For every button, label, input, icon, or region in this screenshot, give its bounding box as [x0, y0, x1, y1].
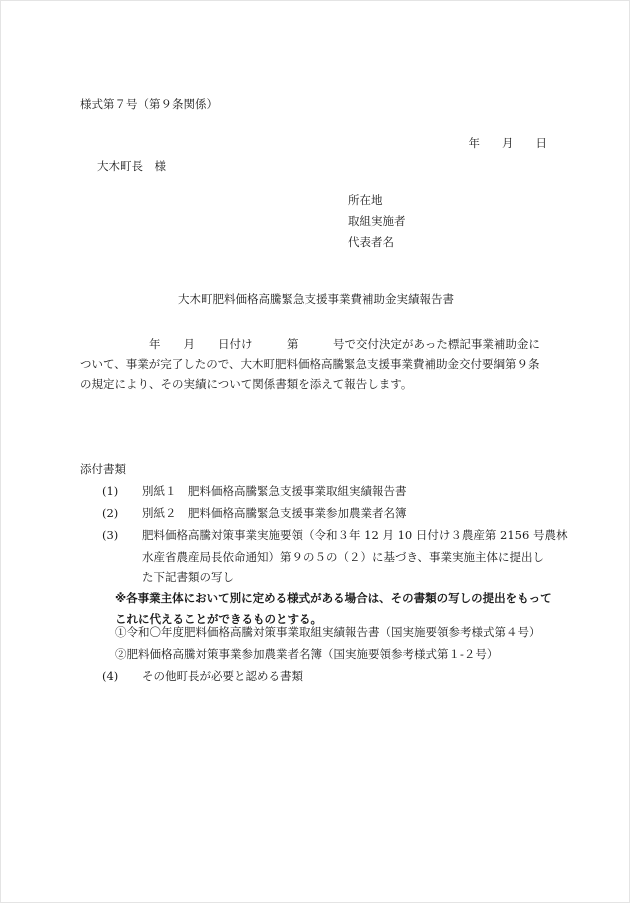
sender-representative: 代表者名 [348, 235, 394, 249]
item-number: (3) [102, 528, 119, 542]
item-text: 別紙１ 肥料価格高騰緊急支援事業取組実績報告書 [142, 484, 407, 498]
sub-item-2: ②肥料価格高騰対策事業参加農業者名簿（国実施要領参考様式第１-２号） [115, 647, 499, 661]
body-line: ついて、事業が完了したので、大木町肥料価格高騰緊急支援事業費補助金交付要綱第９条 [80, 357, 540, 371]
date-line [469, 138, 548, 150]
attachment-item-2 [80, 508, 407, 520]
attachment-item-3 [80, 530, 567, 542]
sender-implementer: 取組実施者 [348, 214, 406, 228]
body-line: の規定により、その実績について関係書類を添えて報告します。 [80, 377, 413, 391]
date-month: 月 [502, 136, 514, 150]
item-number: (2) [102, 506, 119, 520]
attachment-item-4 [80, 671, 303, 683]
form-number: 様式第７号（第９条関係） [80, 97, 218, 111]
item-text: その他町長が必要と認める書類 [142, 669, 303, 683]
attachment-item-3-continuation: 水産省農産局長依命通知）第９の５の（２）に基づき、事業実施主体に提出した下記書類の写し [142, 550, 545, 584]
date-year: 年 [468, 136, 480, 150]
date-day: 日 [535, 136, 547, 150]
addressee: 大木町長 様 [97, 159, 166, 173]
item-number: (1) [102, 484, 119, 498]
sender-address: 所在地 [348, 193, 383, 207]
attachment-item-1 [80, 486, 407, 498]
item-text: 別紙２ 肥料価格高騰緊急支援事業参加農業者名簿 [142, 506, 407, 520]
item-number: (4) [102, 669, 119, 683]
sub-item-1: ①令和〇年度肥料価格高騰対策事業取組実績報告書（国実施要領参考様式第４号） [115, 625, 541, 639]
attachments-heading: 添付書類 [80, 462, 126, 476]
body-paragraph [80, 334, 552, 394]
sender-block [348, 195, 406, 258]
item-text: 肥料価格高騰対策事業実施要領（令和３年 12 月 10 日付け３農産第 2156 号農林 [142, 528, 568, 542]
document-title: 大木町肥料価格高騰緊急支援事業費補助金実績報告書 [178, 292, 454, 306]
body-line: 年 月 日付け 第 号で交付決定があった標記事業補助金に [80, 337, 540, 351]
attachment-note: ※各事業主体において別に定める様式がある場合は、その書類の写しの提出をもってこれに代えることができるものとする。 [115, 591, 552, 626]
